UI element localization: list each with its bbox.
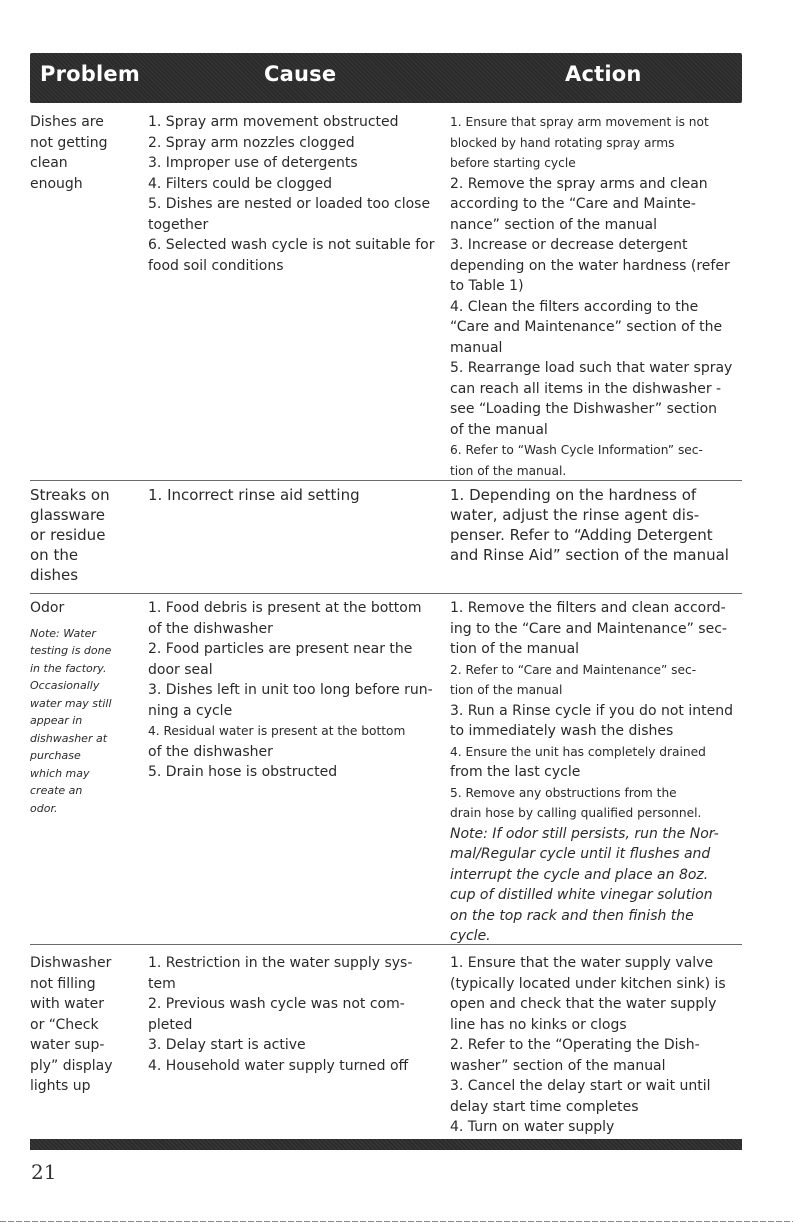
problem-cell: [30, 953, 130, 1097]
note-line: which may: [30, 766, 90, 780]
problem-line: or “Check: [30, 1016, 99, 1033]
note-line: purchase: [30, 749, 81, 762]
action-line: 2. Refer to “Care and Maintenance” sec-: [450, 662, 697, 677]
action-line: (typically located under kitchen sink) is: [450, 975, 726, 992]
table-row: [30, 944, 742, 1135]
action-line: tion of the manual: [450, 683, 563, 697]
page-number: 21: [31, 1160, 57, 1184]
action-note-line: cup of distilled white vinegar solution: [450, 887, 713, 903]
problem-line: Dishwasher: [30, 955, 112, 971]
cause-cell: [148, 485, 448, 505]
action-line: tion of the manual: [450, 641, 580, 657]
cause-line: food soil conditions: [148, 257, 284, 274]
cause-line: 1. Spray arm movement obstructed: [148, 114, 399, 130]
note-line: Occasionally: [30, 679, 100, 692]
action-note-line: Note: If odor still persists, run the Nor-: [450, 825, 719, 842]
action-line: “Care and Maintenance” section of the: [450, 319, 723, 335]
bottom-rule: [0, 1221, 793, 1222]
cause-line: of the dishwasher: [148, 620, 273, 637]
table-header: [30, 53, 742, 103]
action-line: to Table 1): [450, 278, 524, 294]
problem-line: Odor: [30, 600, 65, 616]
problem-line: ply” display: [30, 1057, 113, 1074]
action-line: drain hose by calling qualified personnel.: [450, 806, 702, 820]
cause-line: 2. Spray arm nozzles clogged: [148, 134, 355, 151]
problem-line: not filling: [30, 975, 96, 992]
footer-bar: [30, 1139, 742, 1150]
cause-line: ning a cycle: [148, 702, 233, 719]
problem-line: on the: [30, 546, 79, 564]
action-line: blocked by hand rotating spray arms: [450, 135, 675, 150]
action-line: 1. Ensure that spray arm movement is not: [450, 115, 709, 129]
action-line: penser. Refer to “Adding Detergent: [450, 526, 713, 544]
cause-line: together: [148, 216, 209, 233]
note-line: testing is done: [30, 644, 112, 657]
cause-line: 2. Food particles are present near the: [148, 641, 413, 657]
problem-line: or residue: [30, 526, 106, 544]
cause-line: 5. Drain hose is obstructed: [148, 764, 338, 780]
table-row: [30, 480, 742, 593]
action-line: 5. Rearrange load such that water spray: [450, 360, 733, 376]
cause-line: of the dishwasher: [148, 743, 273, 760]
action-line: 3. Cancel the delay start or wait until: [450, 1078, 711, 1094]
header-cause: Cause: [264, 62, 337, 86]
cause-line: 1. Incorrect rinse aid setting: [148, 486, 360, 504]
note-line: create an: [30, 784, 83, 797]
action-line: manual: [450, 339, 503, 356]
action-line: ing to the “Care and Maintenance” sec-: [450, 620, 727, 637]
action-line: water, adjust the rinse agent dis-: [450, 506, 700, 524]
action-line: of the manual: [450, 421, 548, 438]
action-line: 1. Depending on the hardness of: [450, 486, 697, 504]
troubleshooting-table: [30, 108, 742, 1135]
cause-line: tem: [148, 975, 176, 992]
action-note-line: interrupt the cycle and place an 8oz.: [450, 866, 709, 883]
action-line: depending on the water hardness (refer: [450, 257, 730, 274]
action-line: delay start time completes: [450, 1098, 639, 1115]
action-line: from the last cycle: [450, 764, 581, 780]
action-line: washer” section of the manual: [450, 1057, 666, 1074]
cause-line: 1. Food debris is present at the bottom: [148, 600, 422, 616]
action-line: 2. Refer to the “Operating the Dish-: [450, 1037, 700, 1053]
cause-cell: [148, 598, 448, 783]
action-cell: [450, 112, 742, 481]
cause-line: 2. Previous wash cycle was not com-: [148, 996, 405, 1012]
action-cell: [450, 485, 742, 565]
header-problem: Problem: [40, 62, 140, 86]
action-note-line: on the top rack and then finish the: [450, 907, 694, 924]
cause-line: 6. Selected wash cycle is not suitable for: [148, 237, 435, 253]
action-line: 5. Remove any obstructions from the: [450, 785, 677, 800]
problem-line: Dishes are: [30, 114, 104, 130]
action-line: 4. Clean the filters according to the: [450, 298, 699, 315]
problem-line: not getting: [30, 134, 108, 151]
cause-line: 4. Filters could be clogged: [148, 175, 332, 192]
action-line: 2. Remove the spray arms and clean: [450, 175, 708, 192]
cause-cell: [148, 953, 448, 1076]
problem-note: [30, 625, 130, 818]
note-line: appear in: [30, 714, 83, 727]
cause-line: 1. Restriction in the water supply sys-: [148, 955, 413, 971]
action-line: tion of the manual.: [450, 463, 567, 478]
cause-line: 3. Dishes left in unit too long before run-: [148, 682, 433, 698]
action-line: 3. Increase or decrease detergent: [450, 237, 688, 253]
problem-line: Streaks on: [30, 486, 110, 504]
problem-line: glassware: [30, 506, 106, 524]
action-line: 3. Run a Rinse cycle if you do not intend: [450, 702, 733, 719]
problem-cell: [30, 598, 130, 817]
problem-cell: [30, 112, 130, 194]
note-line: odor.: [30, 801, 58, 815]
action-line: to immediately wash the dishes: [450, 723, 674, 739]
action-line: 1. Ensure that the water supply valve: [450, 955, 714, 971]
note-line: dishwasher at: [30, 731, 108, 745]
note-line: water may still: [30, 696, 112, 710]
problem-line: lights up: [30, 1078, 91, 1094]
problem-line: water sup-: [30, 1037, 105, 1053]
cause-line: pleted: [148, 1016, 193, 1033]
problem-line: enough: [30, 175, 83, 192]
note-line: in the factory.: [30, 661, 107, 675]
action-note-line: cycle.: [450, 928, 491, 944]
cause-cell: [148, 112, 448, 276]
action-line: 1. Remove the filters and clean accord-: [450, 600, 726, 616]
cause-line: 4. Residual water is present at the bottom: [148, 724, 406, 738]
cause-line: 3. Delay start is active: [148, 1037, 306, 1053]
header-action: Action: [565, 62, 642, 86]
action-cell: [450, 953, 742, 1138]
action-note-line: mal/Regular cycle until it flushes and: [450, 846, 711, 862]
cause-line: 4. Household water supply turned off: [148, 1057, 409, 1074]
table-row: [30, 593, 742, 944]
cause-line: 5. Dishes are nested or loaded too close: [148, 196, 431, 212]
action-line: and Rinse Aid” section of the manual: [450, 546, 729, 564]
problem-line: dishes: [30, 566, 79, 584]
problem-cell: [30, 485, 130, 585]
problem-line: with water: [30, 996, 105, 1012]
action-line: before starting cycle: [450, 156, 576, 170]
action-line: according to the “Care and Mainte-: [450, 196, 696, 212]
action-line: see “Loading the Dishwasher” section: [450, 401, 718, 417]
action-cell: [450, 598, 742, 947]
problem-line: clean: [30, 155, 68, 171]
action-line: open and check that the water supply: [450, 996, 717, 1012]
action-line: line has no kinks or clogs: [450, 1016, 627, 1033]
table-row: [30, 108, 742, 480]
action-line: 6. Refer to “Wash Cycle Information” sec-: [450, 443, 703, 457]
note-line: Note: Water: [30, 626, 96, 640]
action-line: 4. Turn on water supply: [450, 1119, 615, 1135]
action-line: nance” section of the manual: [450, 216, 658, 233]
cause-line: 3. Improper use of detergents: [148, 155, 358, 171]
cause-line: door seal: [148, 661, 213, 678]
action-line: 4. Ensure the unit has completely drained: [450, 744, 706, 759]
action-line: can reach all items in the dishwasher -: [450, 380, 722, 397]
